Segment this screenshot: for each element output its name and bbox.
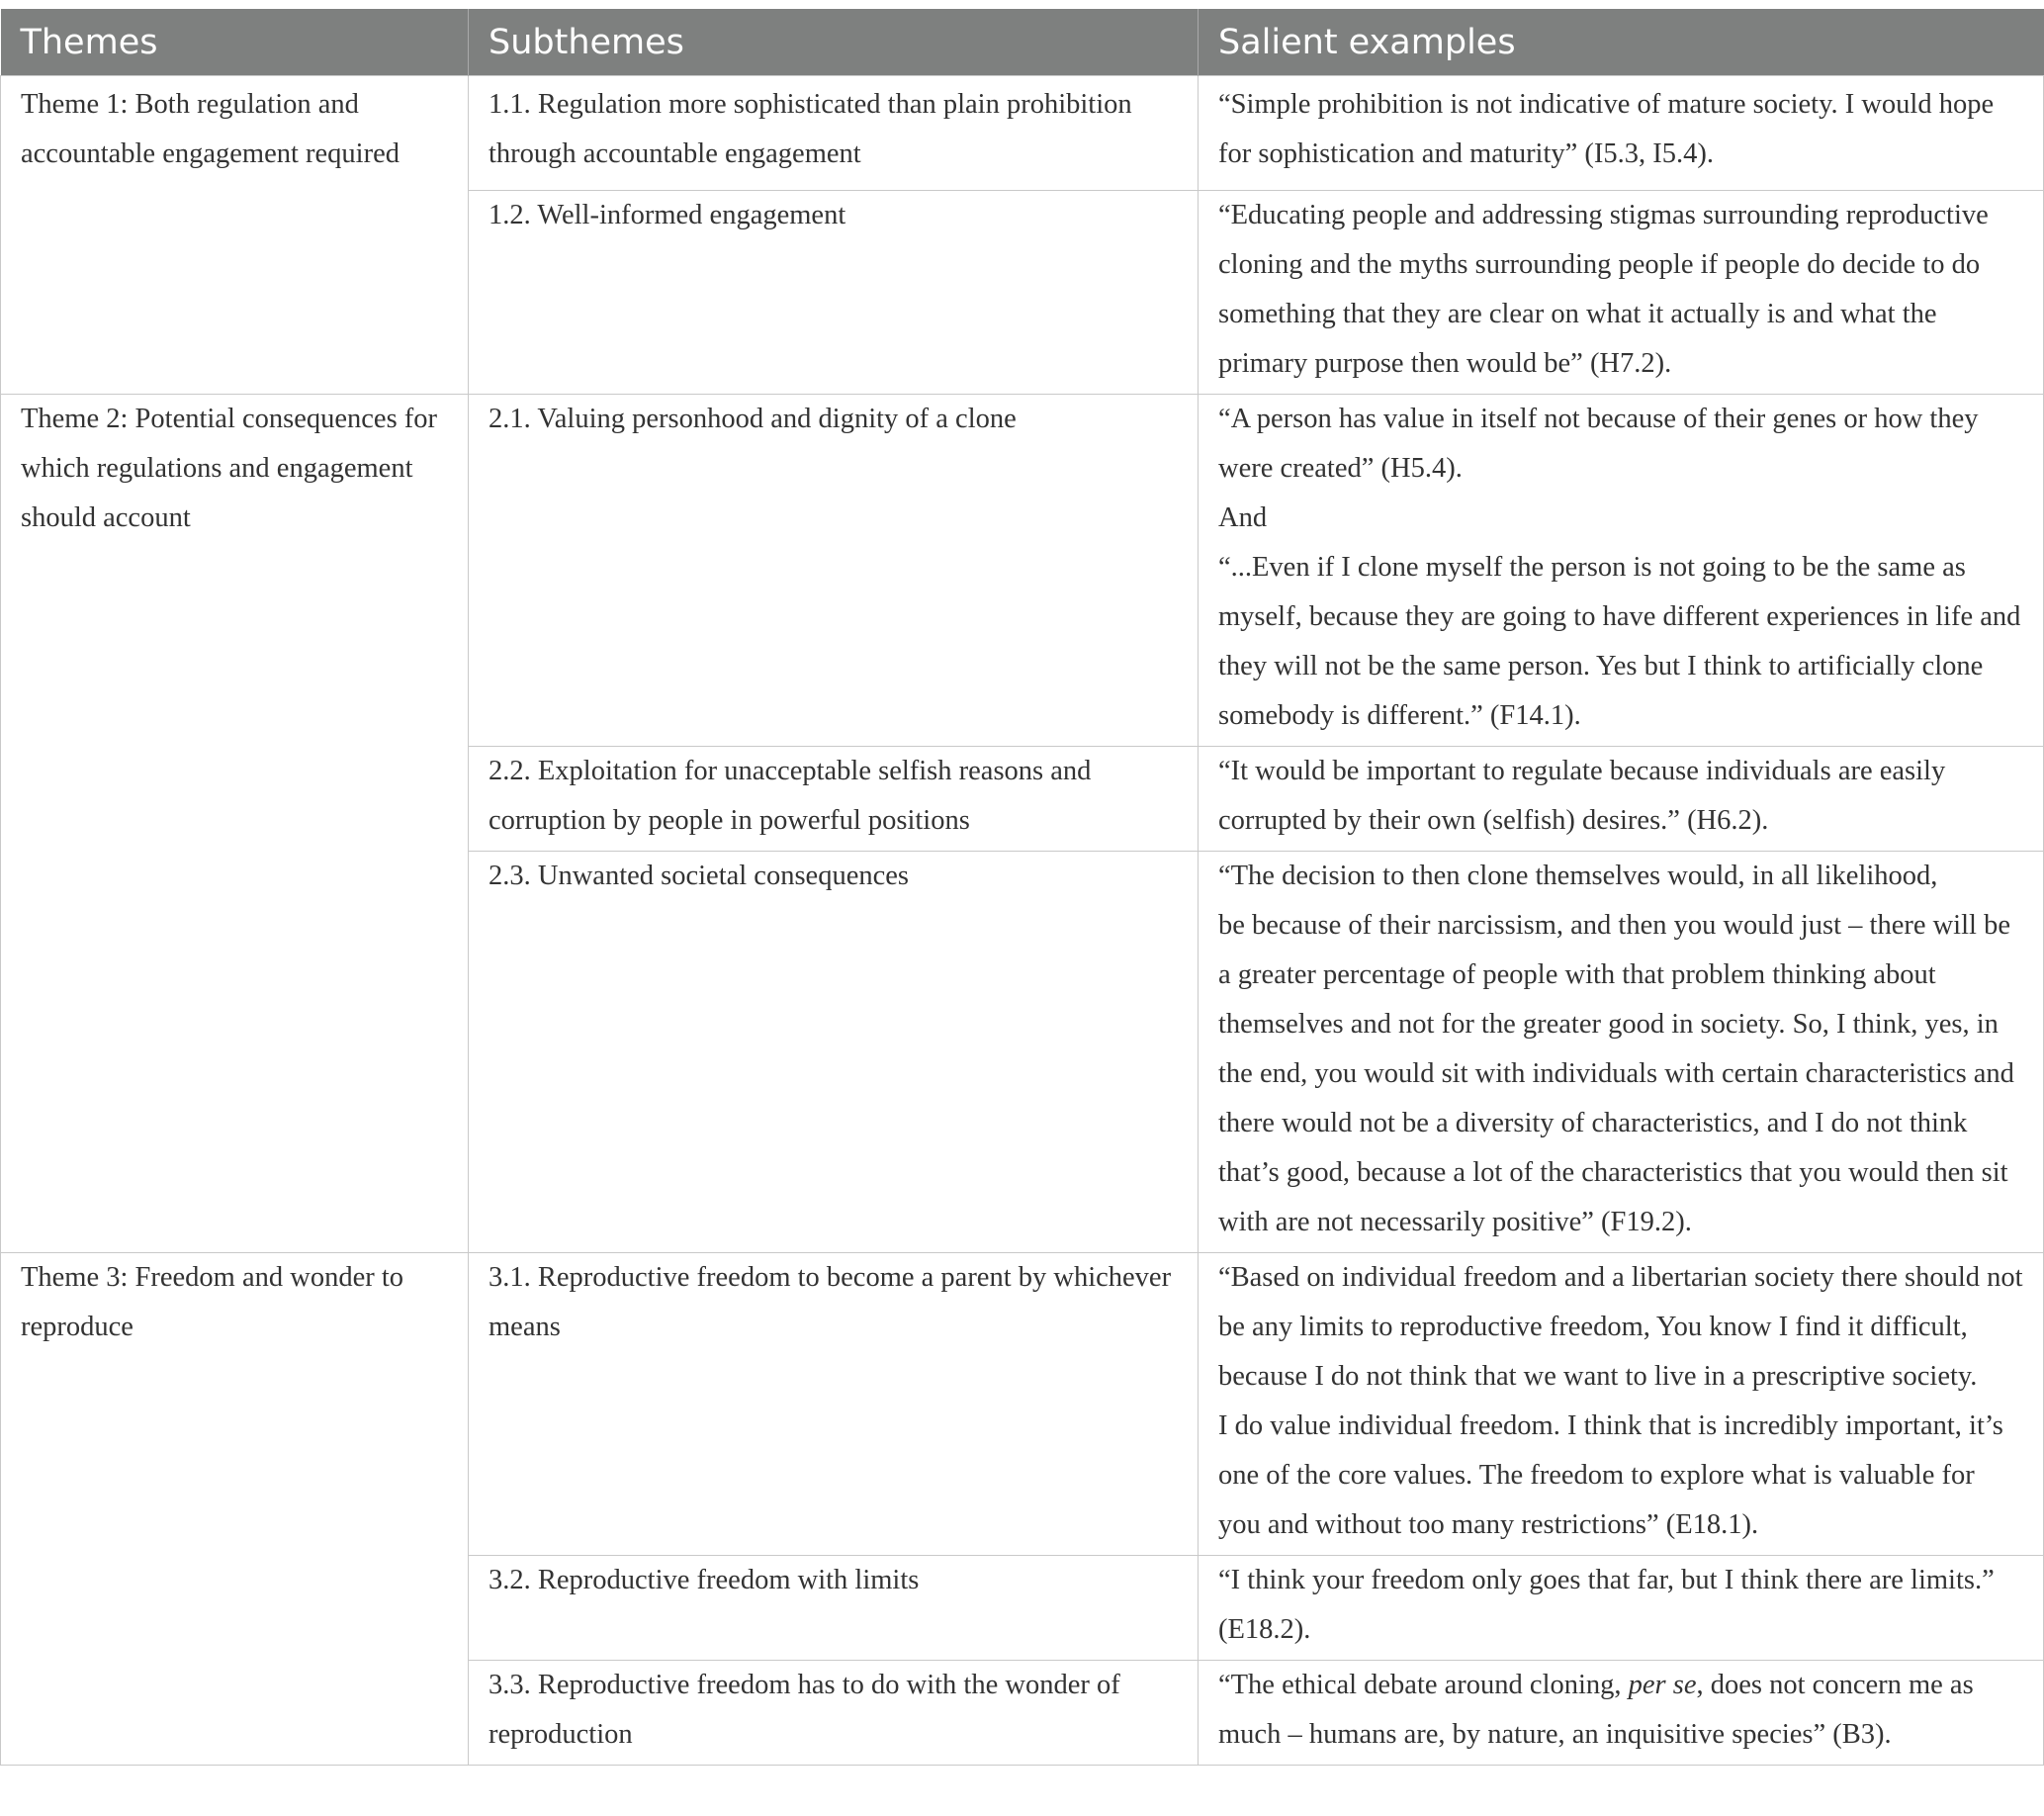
subtheme-cell: 2.3. Unwanted societal consequences [469,852,1199,1253]
example-text: “I think your freedom only goes that far, but I think there are limits.” (E18.2). [1218,1565,1995,1645]
table-body [1,76,2044,1766]
subtheme-cell: 1.2. Well-informed engagement [469,191,1199,395]
example-text: “Based on individual freedom and a libertarian society there should not be any limits to reproductive freedom, You know I find it difficult, because I do not think that we want to live in a prescriptive society. [1218,1262,2023,1392]
subtheme-cell: 1.1. Regulation more sophisticated than plain prohibition through accountable engagement [469,76,1199,191]
example-text-end: , does not concern me as much – humans are, by nature, an inquisitive species” (B3). [1218,1670,1974,1750]
example-text: “...Even if I clone myself the person is not going to be the same as myself, because they are going to have different experiences in life and they will not be the same person. Yes but I think to artificially clone somebody is different.” (F14.1). [1218,552,2021,731]
example-text: I do value individual freedom. I think that is incredibly important, it’s one of the core values. The freedom to explore what is valuable for you and without too many restrictions” (E18.1). [1218,1410,2003,1540]
themes-table [0,9,2044,1766]
header-subthemes: Subthemes [469,9,1199,76]
example-cell [1199,191,2044,395]
example-text: “Simple prohibition is not indicative of mature society. I would hope for sophistication and maturity” (I5.3, I5.4). [1218,89,1995,169]
example-text-start: “The ethical debate around cloning, [1218,1670,1629,1700]
header-row [1,9,2044,76]
table-row [1,395,2044,747]
example-text: “It would be important to regulate because individuals are easily corrupted by their own (selfish) desires.” (H6.2). [1218,756,1946,836]
example-connector: And [1218,502,1268,533]
subtheme-cell: 3.3. Reproductive freedom has to do with the wonder of reproduction [469,1661,1199,1766]
subtheme-cell: 3.1. Reproductive freedom to become a parent by whichever means [469,1253,1199,1556]
header-salient-examples: Salient examples [1199,9,2044,76]
example-cell [1199,1661,2044,1766]
example-cell [1199,852,2044,1253]
example-cell [1199,1253,2044,1556]
example-text: “A person has value in itself not because of their genes or how they were created” (H5.4). [1218,404,1979,484]
subtheme-cell: 2.1. Valuing personhood and dignity of a clone [469,395,1199,747]
header-themes: Themes [1,9,469,76]
example-text: “Educating people and addressing stigmas surrounding reproductive cloning and the myths surrounding people if people do decide to do something that they are clear on what it actually is and what the primary purpose then would be” (H7.2). [1218,200,1989,379]
example-cell [1199,76,2044,191]
table-row [1,1253,2044,1556]
example-text: be because of their narcissism, and then you would just – there will be a greater percentage of people with that problem thinking about themselves and not for the greater good in society. So, I think, yes, in the end, you would sit with individuals with certain characteristics and there would not be a diversity of characteristics, and I do not think that’s good, because a lot of the characteristics that you would then sit with are not necessarily positive” (F19.2). [1218,910,2014,1237]
theme-cell: Theme 1: Both regulation and accountable engagement required [1,76,469,395]
table-header [1,9,2044,76]
example-cell [1199,747,2044,852]
example-text: “The decision to then clone themselves would, in all likelihood, [1218,861,1938,891]
theme-cell: Theme 3: Freedom and wonder to reproduce [1,1253,469,1766]
subtheme-cell: 2.2. Exploitation for unacceptable selfish reasons and corruption by people in powerful positions [469,747,1199,852]
example-cell [1199,1556,2044,1661]
example-text-italic: per se [1628,1670,1697,1700]
example-cell [1199,395,2044,747]
subtheme-cell: 3.2. Reproductive freedom with limits [469,1556,1199,1661]
theme-cell: Theme 2: Potential consequences for which regulations and engagement should account [1,395,469,1253]
table-row [1,76,2044,191]
